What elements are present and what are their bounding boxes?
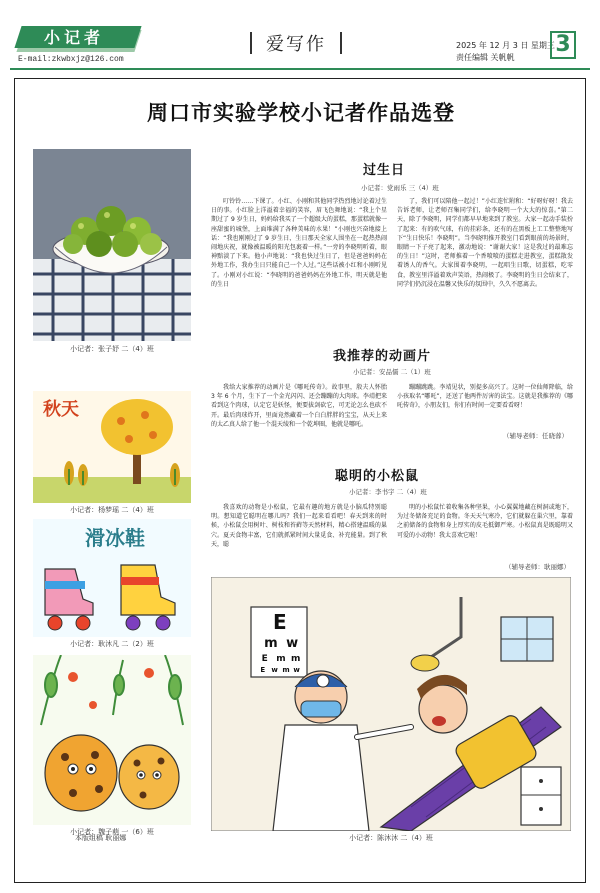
article-body-col2 [397, 503, 573, 559]
masthead [0, 0, 600, 70]
eye-chart-letter: w [286, 636, 299, 651]
issue-date: 2025 年 12 月 3 日 星期三 [456, 41, 555, 50]
article-text: 明的小松鼠忙着收集各种坚果，小心翼翼地藏在树洞或地下，为过冬储备充足的食物。冬天天气寒冷，它们就躲在巢穴里，靠着之前储备的食物和身上厚实的皮毛抵御严寒。小松鼠真是既聪明又可爱的小动物！我太喜欢它啦！ [397, 504, 573, 539]
still-life-drawing [33, 149, 191, 341]
artwork-still-life [33, 149, 191, 341]
article-text: 蹦蹦跳跳。李靖见状，别提多高兴了。这时一位仙师降临，给小孩取名“哪吒”，还送了他两件厉害的法宝。这就是我推荐的《哪吒传奇》，小朋友们，你们有时间一定要看看呀！ [397, 384, 573, 410]
eye-chart-letter: m [276, 654, 286, 664]
masthead-brand: 小记者 [44, 28, 105, 47]
responsible-editor: 责任编辑 关帆帆 [456, 53, 515, 62]
eye-chart-letter: m [290, 654, 301, 664]
section-name: 爱写作 [266, 34, 326, 55]
page-number: 3 [550, 31, 576, 59]
eye-chart-letter: m [264, 636, 278, 651]
artwork-text-autumn: 秋天 [43, 399, 79, 420]
autumn-drawing [33, 391, 191, 503]
artwork-skates [33, 519, 191, 637]
masthead-rule [10, 68, 590, 70]
eye-chart-letter: E [260, 666, 266, 674]
article-text: 我给大家推荐的动画片是《哪吒传奇》。故事里，殷夫人怀胎 3 年 6 个月，生下了一个金光闪闪、还会蹦蹦的大肉球。李靖把来看到这个肉球，认定它是妖怪，便要拔剑砍它，可无论怎么也砍不开。最后肉球炸开，里面竟然藏着一个白白胖胖的宝宝，从天上来的太乙真人给了他一个混天绫和一个乾坤圈，他就是哪吒。 [211, 384, 387, 428]
advisor-credit: （辅导老师：耿丽娜） [505, 563, 570, 571]
artwork-autumn [33, 391, 191, 503]
article-text: 我喜欢的动物是小松鼠，它最有趣的地方就是小脑瓜特别聪明。想知道它聪明在哪儿吗？我们一起来看看吧！春天到来的时候，小松鼠会用树叶、树枝和苔藓等天然材料，精心搭建温暖的巢穴。夏天食物丰富，它们就抓紧时间大量觅食、补充能量。到了秋天，聪 [211, 504, 387, 548]
dentist-drawing [211, 577, 571, 831]
article-title: 我推荐的动画片 [333, 349, 432, 364]
article-body-col1 [211, 503, 387, 573]
article-text: 叮铃铃……下课了。小红、小刚和其他同学热烈地讨论着过生日的事。小红脸上洋溢着幸福的笑容，眉飞色舞地说：“我上个星期过了 9 岁生日，妈妈给我买了一个超级大的蛋糕，那蛋糕就像一座甜蜜的城堡，上面堆满了各种美味的水果！”小刚也兴奋地接上话：“我也刚刚过了 9 岁生日，生日那天全家人围坐在一起热热闹闹地庆祝，就像被温暖的阳光包裹着一样。”一旁的李晓明听着，眼神黯淡了下来。他小声地说：“我也快过生日了，但是爸爸妈妈在外地工作，我办生日只能自己一个人过。”这些话被小红和小刚听见了。小刚对小红说：“李晓明的爸爸妈妈在外地工作，明天就是他的生日 [211, 198, 387, 288]
article-byline: 小记者：李书宇 二（4）班 [349, 488, 427, 496]
artwork-caption: 小记者：陈沐沐 二（4）班 [349, 834, 433, 842]
artwork-caption: 小记者：耿沐凡 二（2）班 [70, 640, 154, 648]
artwork-dentist [211, 577, 571, 831]
masthead-email: E-mail:zkwbxjz@126.com [18, 55, 124, 64]
article-body-col2 [397, 383, 573, 427]
advisor-credit: （辅导老师：任晓蓉） [503, 432, 568, 440]
eye-chart-letter: m [282, 666, 290, 674]
skates-drawing [33, 519, 191, 637]
page-title: 周口市实验学校小记者作品选登 [147, 101, 455, 125]
eye-chart-letter: E [261, 654, 268, 664]
eye-chart-letter: w [271, 666, 278, 674]
artwork-caption: 小记者：魏子萌 一（6）班 [70, 828, 154, 836]
section-label [250, 30, 342, 56]
article-byline: 小记者：党雨乐 三（4）班 [361, 184, 439, 192]
eye-chart-letter: w [293, 666, 300, 674]
article-byline: 小记者：安品儒 二（1）班 [353, 368, 431, 376]
editor-note: 本版组稿 耿丽娜 [75, 834, 127, 842]
article-title: 过生日 [363, 163, 406, 178]
leopards-drawing [33, 655, 191, 825]
article-body-col1 [211, 383, 387, 457]
artwork-leopards [33, 655, 191, 825]
divider [340, 32, 342, 54]
artwork-caption: 小记者：张子妤 二（4）班 [70, 345, 154, 353]
artwork-caption: 小记者：杨梦瑶 二（4）班 [70, 506, 154, 514]
article-text: 了，我们可以陪他一起过！”小红连忙附和：“好呀好呀！我去告诉老师，让老师召集同学们，给李晓明一个大大的惊喜。”第二天，除了李晓明，同学们都早早地来到了教室。大家一起动手装扮了起来：有的吹气球，有的挂彩条，还有的在黑板上工工整整地写下“生日快乐！李晓明”。当李晓明推开教室门看到眼前的场景时，眼睛一下子亮了起来，激动地说：“谢谢大家！这是我过的最难忘的生日！”这时，老师推着一个香喷喷的蛋糕走进教室，蛋糕散发着诱人的香气。大家围着李晓明，一起唱生日歌，切蛋糕，吃零食，教室里洋溢着欢声笑语，热闹极了。李晓明的生日会结束了，同学们仍沉浸在温馨又快乐的氛围中，久久不愿离去。 [397, 198, 573, 288]
artwork-text-skates: 滑冰鞋 [85, 526, 145, 550]
content-frame [14, 78, 586, 883]
eye-chart-letter: E [273, 610, 287, 634]
article-title: 聪明的小松鼠 [335, 469, 420, 484]
